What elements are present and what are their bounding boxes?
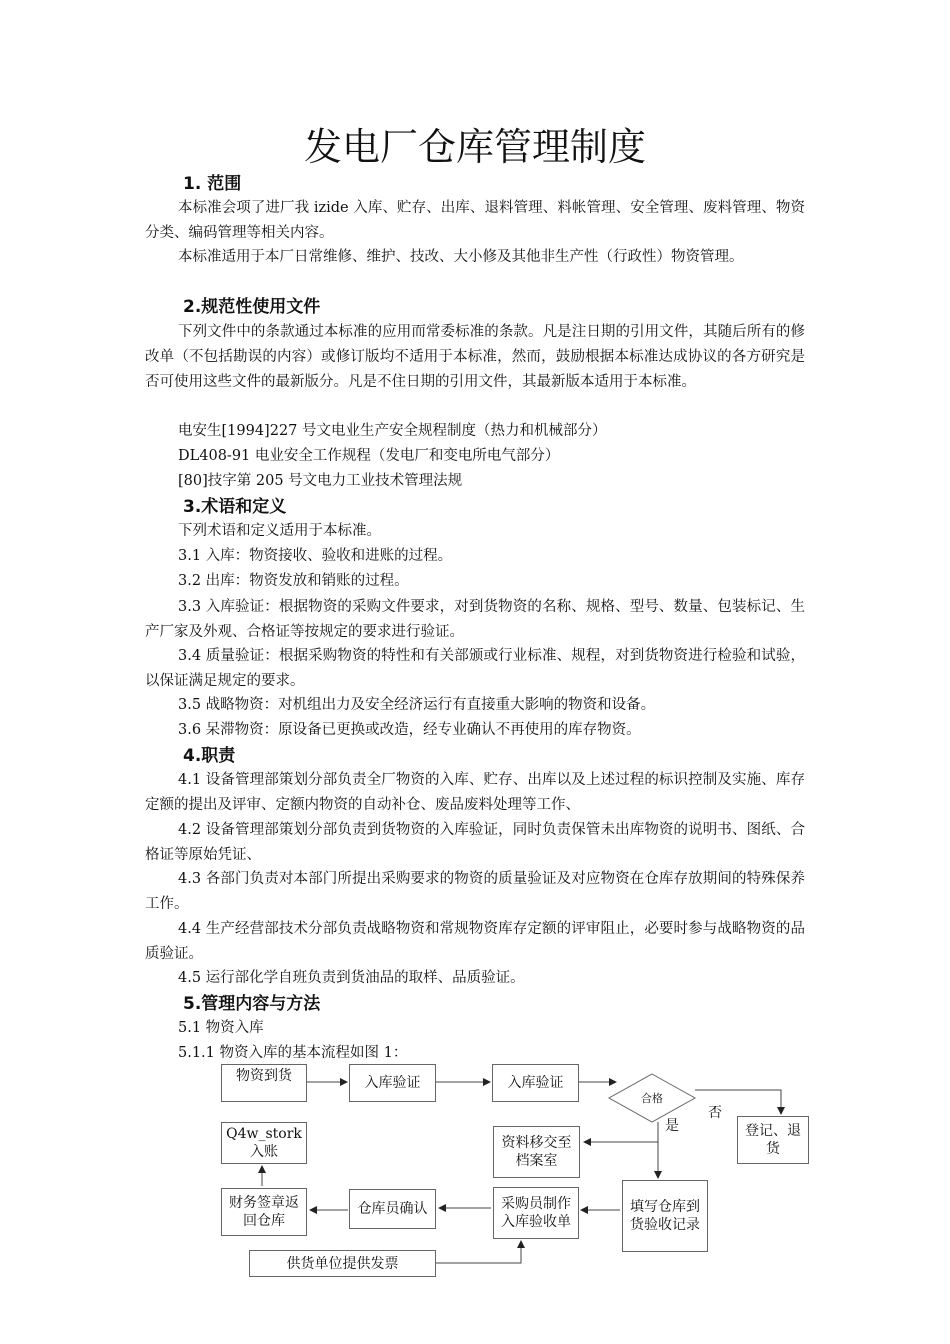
arrow-invoice-to-receipt: [436, 1241, 521, 1263]
subsection-5-1: 5.1 物资入库: [178, 1020, 264, 1036]
flow-no-label: 否: [708, 1105, 722, 1121]
flow-inspect-box-1: [349, 1064, 436, 1102]
section-1-paragraph-1: 本标准会项了进厂我 izide 入库、贮存、出库、退料管理、料帐管理、安全管理、废料管理、物资分类、编码管理等相关内容。: [145, 200, 805, 241]
flow-register-label: 登记、退货: [745, 1123, 801, 1157]
responsibility-item: 4.3 各部门负责对本部门所提出采购要求的物资的质量验证及对应物资在仓库存放期间的特殊保养工作。: [145, 871, 805, 912]
section-2-paragraph: 下列文件中的条款通过本标准的应用而常委标准的条款。凡是注日期的引用文件，其随后所有的修改单（不包括勘误的内容）或修订版均不适用于本标准，然而，鼓励根据本标准达成协议的各方研究是否可使用这些文件的最新版分。凡是不住日期的引用文件，其最新版本适用于本标准。: [145, 324, 805, 390]
flow-inspect-label: 入库验证: [507, 1075, 564, 1091]
flow-ledger-box: [221, 1122, 307, 1164]
flow-fill-label: 填写仓库到货验收记录: [630, 1199, 700, 1233]
flow-invoice-box: [249, 1250, 436, 1277]
subsection-5-1-1: 5.1.1 物资入库的基本流程如图 1：: [178, 1045, 408, 1061]
reference-item: DL408-91 电业安全工作规程（发电厂和变电所电气部分）: [178, 448, 560, 464]
definition-item: 3.2 出库：物资发放和销账的过程。: [178, 573, 409, 589]
flow-finance-box: [221, 1188, 307, 1236]
flow-invoice-label: 供货单位提供发票: [286, 1255, 399, 1272]
definition-item: 3.3 入库验证：根据物资的采购文件要求，对到货物资的名称、规格、型号、数量、包装标记、生产厂家及外观、合格证等按规定的要求进行验证。: [145, 599, 805, 640]
flow-keeper-box: [349, 1189, 436, 1229]
flow-pass-label: 合格: [641, 1092, 663, 1105]
definition-item: 3.4 质量验证：根据采购物资的特性和有关部颁或行业标准、规程，对到货物资进行检验和试验，以保证满足规定的要求。: [145, 648, 805, 689]
responsibility-item: 4.5 运行部化学自班负责到货油品的取样、品质验证。: [178, 970, 525, 986]
flow-receipt-box: [493, 1187, 579, 1239]
definition-item: 3.5 战略物资：对机组出力及安全经济运行有直接重大影响的物资和设备。: [178, 697, 656, 713]
flow-archive-box: [493, 1126, 580, 1178]
flow-inspect-box-2: [492, 1064, 579, 1102]
section-3-heading: 3.术语和定义: [183, 497, 287, 517]
responsibility-item: 4.1 设备管理部策划分部负责全厂物资的入库、贮存、出库以及上述过程的标识控制及实施、库存定额的提出及评审、定额内物资的自动补仓、废品废料处理等工作、: [145, 772, 805, 813]
section-3-intro: 下列术语和定义适用于本标准。: [178, 523, 381, 539]
flow-inspect-label: 入库验证: [364, 1075, 421, 1091]
flow-register-box: [737, 1116, 809, 1164]
flow-arrive-box: [221, 1064, 307, 1102]
flow-fill-box: [622, 1180, 708, 1252]
flow-finance-label: 财务签章返回仓库: [229, 1195, 299, 1229]
responsibility-item: 4.2 设备管理部策划分部负责到货物资的入库验证，同时负责保管未出库物资的说明书、图纸、合格证等原始凭证、: [145, 822, 805, 863]
flow-receipt-label: 采购员制作入库验收单: [501, 1196, 571, 1230]
flow-yes-label: 是: [665, 1118, 679, 1134]
section-5-heading: 5.管理内容与方法: [183, 994, 321, 1014]
reference-item: [80]技字第 205 号文电力工业技术管理法规: [178, 473, 463, 489]
definition-item: 3.1 入库：物资接收、验收和进账的过程。: [178, 548, 453, 564]
flow-archive-label: 资料移交至档案室: [501, 1135, 572, 1169]
flow-arrive-label: 物资到货: [236, 1068, 292, 1084]
section-1-paragraph-2: 本标准适用于本厂日常维修、维护、技改、大小修及其他非生产性（行政性）物资管理。: [178, 249, 744, 265]
definition-item: 3.6 呆滞物资：原设备已更换或改造，经专业确认不再使用的库存物资。: [178, 722, 641, 738]
section-2-heading: 2.规范性使用文件: [183, 297, 321, 317]
reference-item: 电安生[1994]227 号文电业生产安全规程制度（热力和机械部分）: [178, 423, 607, 439]
section-1-heading: 1. 范围: [183, 174, 242, 194]
page-title: 发电厂仓库管理制度: [303, 125, 646, 169]
flow-ledger-label: Q4w_stork 入账: [226, 1126, 302, 1160]
flow-keeper-label: 仓库员确认: [357, 1201, 428, 1217]
section-4-heading: 4.职责: [183, 746, 236, 766]
responsibility-item: 4.4 生产经营部技术分部负责战略物资和常规物资库存定额的评审阻止，必要时参与战略物资的品质验证。: [145, 921, 805, 962]
